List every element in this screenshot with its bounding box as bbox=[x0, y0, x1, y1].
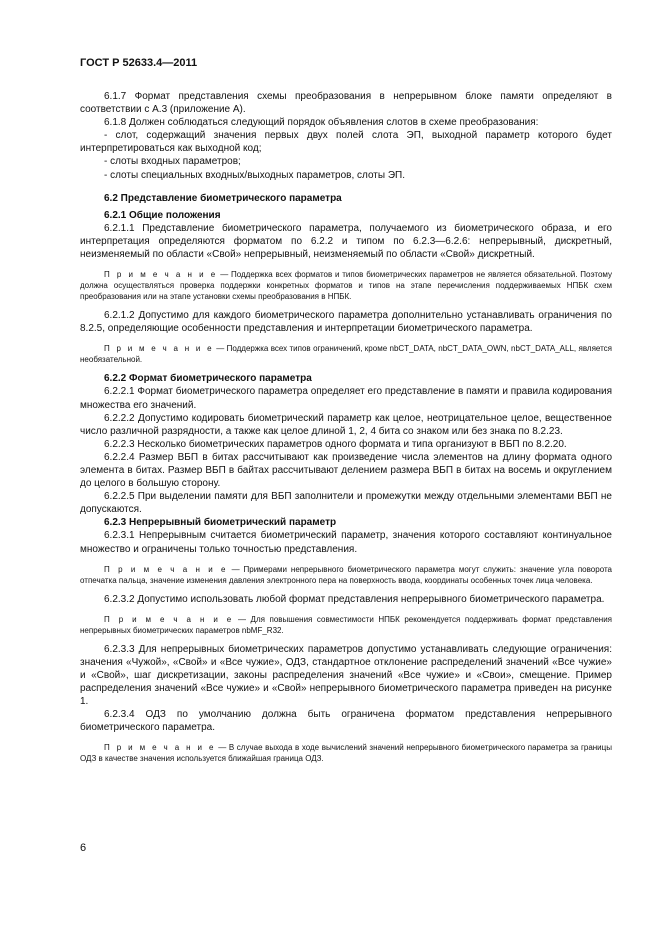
body-paragraph: 6.2.3.3 Для непрерывных биометрических параметров допустимо устанавливать следующие ограничения: значения «Чужой», «Свой» и «Все чужие», ОДЗ, стандартное отклонение распределений значений «Все чужие» и «Свой», шаг дискретизации, законы распределения значений «Все чужие» и «Свои», смещение. Пример распределения значений «Все чужие» и «Свой» непрерывного биометрического параметра приведен на рисунке 1. bbox=[80, 643, 612, 708]
body-paragraph: 6.1.8 Должен соблюдаться следующий порядок объявления слотов в схеме преобразования: bbox=[104, 117, 539, 129]
note-label: П р и м е ч а н и е bbox=[104, 743, 216, 753]
section-heading: 6.2 Представление биометрического параметра bbox=[104, 192, 342, 204]
body-paragraph: 6.2.2.3 Несколько биометрических параметров одного формата и типа организуют в ВБП по 8.2.20. bbox=[104, 438, 567, 450]
page-number: 6 bbox=[80, 842, 87, 854]
body-paragraph: 6.2.1.1 Представление биометрического параметра, получаемого из биометрического образа, и его интерпретация определяются форматом по 6.2.2 и типом по 6.2.3—6.2.6: непрерывный, дискретный, неизменяемый по области «Свой» непрерывный, неизменяемый по области «Свой» дискретный. bbox=[80, 222, 612, 261]
note-paragraph bbox=[80, 269, 612, 302]
note-paragraph bbox=[80, 343, 612, 365]
section-heading: 6.2.1 Общие положения bbox=[104, 209, 221, 221]
note-text: — Для повышения совместимости НПБК рекомендуется поддерживать формат представления непрерывных биометрических параметров nbMF_R32. bbox=[80, 614, 612, 635]
note-text: — Примерами непрерывного биометрического параметра могут служить: значение угла поворота отпечатка пальца, значение изменения давления электронного пера на поверхность ввода, координаты особенных точек лица человека. bbox=[80, 564, 612, 585]
document-body bbox=[80, 90, 612, 771]
note-paragraph bbox=[80, 564, 612, 586]
body-paragraph: 6.2.2.5 При выделении памяти для ВБП заполнители и промежутки между отдельными элементами ВБП не допускаются. bbox=[80, 491, 612, 516]
body-paragraph: 6.2.3.4 ОДЗ по умолчанию должна быть ограничена форматом представления непрерывного биометрического параметра. bbox=[80, 709, 612, 734]
note-text: — В случае выхода в ходе вычислений значений непрерывного биометрического параметра за границы ОДЗ в качестве значения используется ближайшая граница ОДЗ. bbox=[80, 743, 612, 764]
note-paragraph bbox=[80, 614, 612, 636]
body-paragraph: 6.2.2.1 Формат биометрического параметра определяет его представление в памяти и правила кодирования множества его значений. bbox=[80, 386, 612, 411]
note-paragraph bbox=[80, 742, 612, 764]
body-paragraph: - слот, содержащий значения первых двух полей слота ЭП, выходной параметр которого будет интерпретироваться как выходной код; bbox=[80, 130, 612, 155]
body-paragraph: 6.2.3.1 Непрерывным считается биометрический параметр, значения которого составляют континуальное множество и ограничены только точностью представления. bbox=[80, 530, 612, 555]
note-text: — Поддержка всех форматов и типов биометрических параметров не является обязательной. Поэтому должна осуществляться проверка поддержки конкретных форматов и типов на этапе перечисления поддерживаемых НПБК схем преобразования или на этапе установки схемы преобразования в НПБК. bbox=[80, 270, 612, 302]
note-label: П р и м е ч а н и е bbox=[104, 564, 228, 574]
body-paragraph: 6.2.3.2 Допустимо использовать любой формат представления непрерывного биометрического параметра. bbox=[104, 593, 605, 605]
body-paragraph: - слоты специальных входных/выходных параметров, слоты ЭП. bbox=[104, 169, 406, 181]
standard-header: ГОСТ Р 52633.4—2011 bbox=[80, 57, 198, 69]
note-text: — Поддержка всех типов ограничений, кроме nbCT_DATA, nbCT_DATA_OWN, nbCT_DATA_ALL, является необязательной. bbox=[80, 344, 612, 365]
note-label: П р и м е ч а н и е bbox=[104, 614, 234, 624]
body-paragraph: 6.2.2.4 Размер ВБП в битах рассчитывают как произведение числа элементов на длину формата одного элемента в битах. Размер ВБП в байтах рассчитывают делением размера ВБП в битах на восемь и округлением до целого в большую сторону. bbox=[80, 451, 612, 490]
body-paragraph: 6.2.1.2 Допустимо для каждого биометрического параметра дополнительно устанавливать ограничения по 8.2.5, определяющие особенности представления и интерпретации биометрического параметра. bbox=[80, 310, 612, 335]
section-heading: 6.2.3 Непрерывный биометрический параметр bbox=[104, 517, 337, 529]
body-paragraph: 6.2.2.2 Допустимо кодировать биометрический параметр как целое, неотрицательное целое, вещественное число различной разрядности, а также как целое длиной 1, 2, 4 бита со знаком или без знака по 8.2.23. bbox=[80, 412, 612, 437]
note-label: П р и м е ч а н и е bbox=[104, 344, 214, 354]
body-paragraph: - слоты входных параметров; bbox=[104, 156, 241, 168]
note-label: П р и м е ч а н и е bbox=[104, 270, 218, 280]
body-paragraph: 6.1.7 Формат представления схемы преобразования в непрерывном блоке памяти определяют в соответствии с А.3 (приложение А). bbox=[80, 91, 612, 116]
section-heading: 6.2.2 Формат биометрического параметра bbox=[104, 373, 312, 385]
